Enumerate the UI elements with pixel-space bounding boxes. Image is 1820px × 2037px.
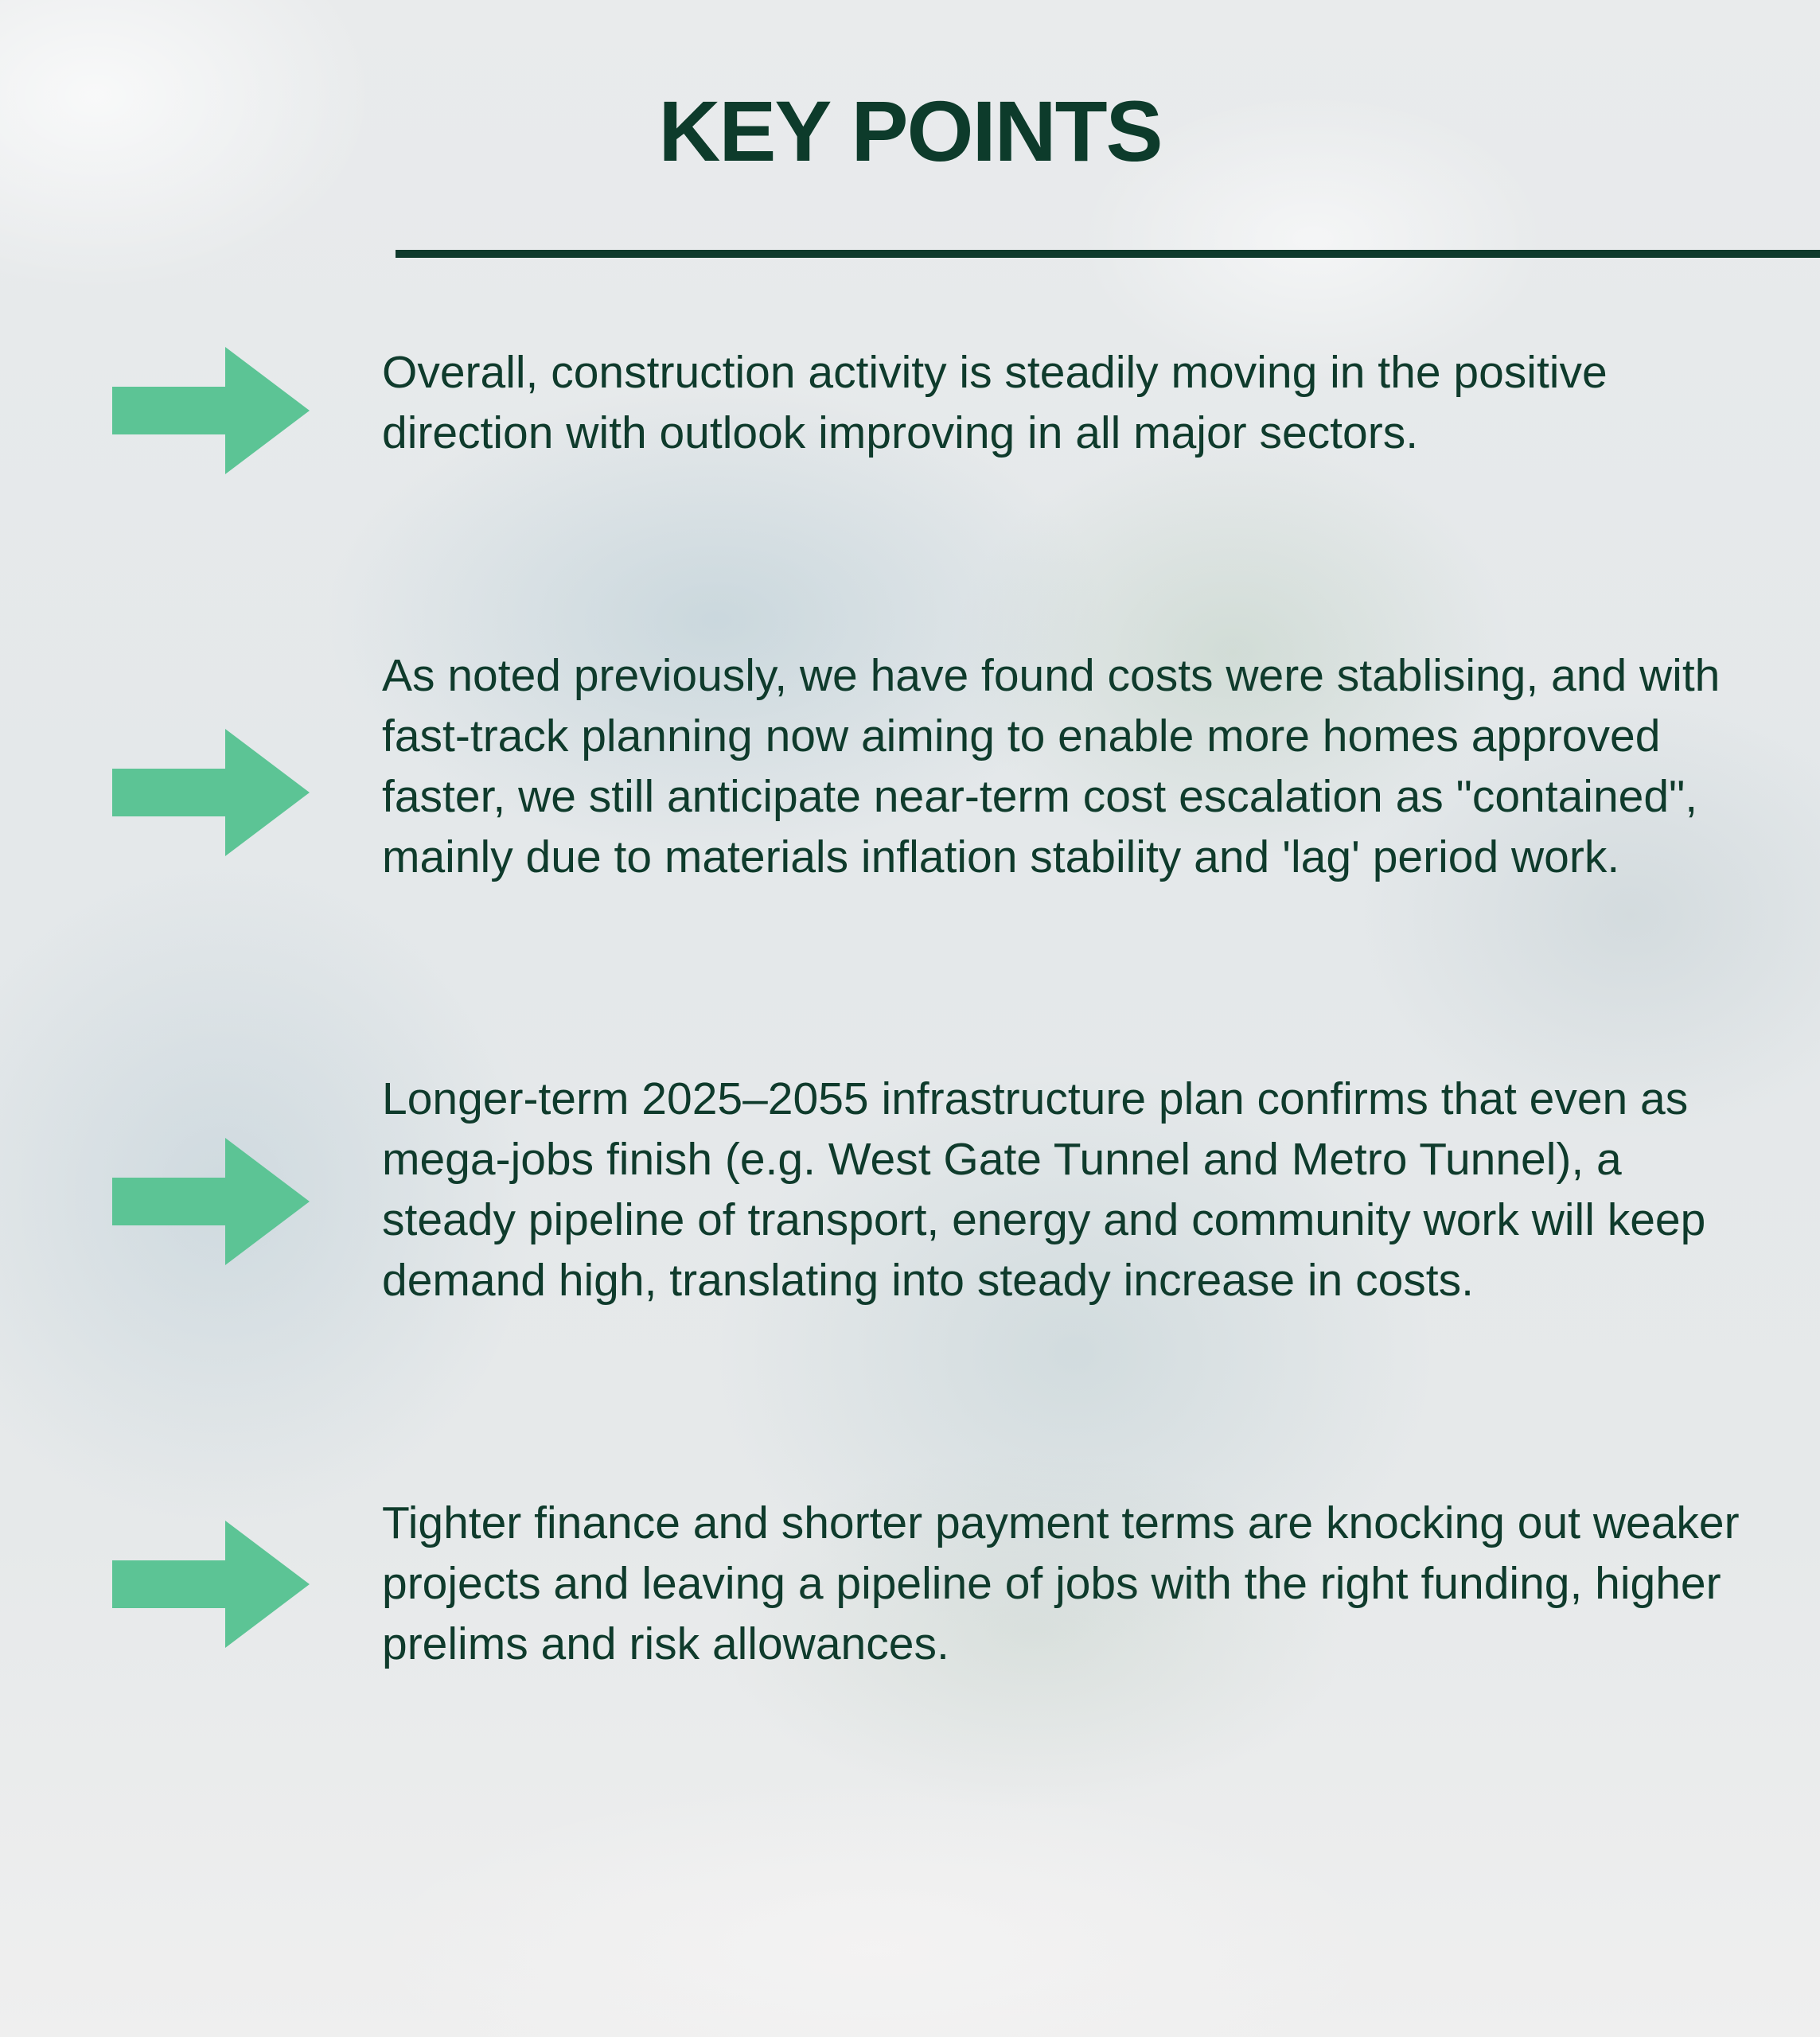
key-point-text: As noted previously, we have found costs were stablising, and with fast-track planning now aiming to enable more homes approved faster, we still anticipate near-term cost escalation as "contained", mainly due to materials inflation stability and 'lag' period work.	[382, 650, 1721, 882]
right-arrow-icon	[112, 347, 310, 474]
right-arrow-icon	[112, 729, 310, 856]
right-arrow-icon	[112, 1138, 310, 1265]
title-divider	[396, 250, 1820, 258]
key-point-text: Longer-term 2025–2055 infrastructure plan confirms that even as mega-jobs finish (e.g. West Gate Tunnel and Metro Tunnel), a steady pipeline of transport, energy and community work will keep demand high, translating into steady increase in costs.	[382, 1073, 1706, 1306]
page-title: KEY POINTS	[658, 83, 1162, 179]
right-arrow-icon	[112, 1521, 310, 1648]
key-point-text: Overall, construction activity is steadily moving in the positive direction with outlook improving in all major sectors.	[382, 347, 1608, 458]
key-point-text: Tighter finance and shorter payment terms are knocking out weaker projects and leaving a pipeline of jobs with the right funding, higher prelims and risk allowances.	[382, 1498, 1740, 1669]
